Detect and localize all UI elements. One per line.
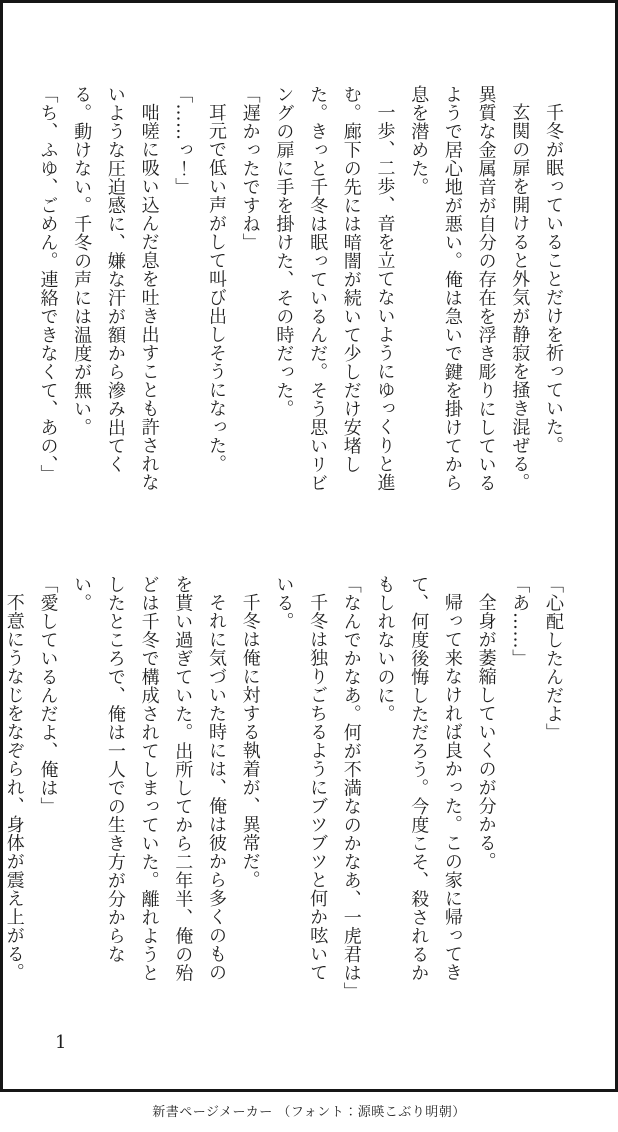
paragraph: 咄嗟に吸い込んだ息を吐き出すことも許されないような圧迫感に、嫌な汗が額から滲み出てくる。動けない。千冬の声には温度が無い。 [71,85,160,492]
paragraph: 「ち、ふゆ、ごめん。連絡できなくて、あの、」 [37,85,59,483]
footer-caption: 新書ページメーカー （フォント：源暎こぶり明朝） [152,1105,466,1120]
paragraph: 千冬は独りごちるようにブツブツと何か呟いている。 [273,575,329,982]
paragraph: 千冬が眠っていることだけを祈っていた。 [543,103,564,455]
paragraph: それに気づいた時には、俺は彼から多くのものを貰い過ぎていた。出所してから二年半、俺の殆どは千冬で構成されてしまっていた。離れようとしたところで、俺は一人での生き方が分からない。 [71,575,227,982]
page-number: 1 [55,1032,67,1053]
paragraph: 「心配したんだよ」 [543,575,564,742]
paragraph: 「あ……」 [509,575,531,668]
paragraph: 「愛しているんだよ、俺は」 [37,575,59,816]
paragraph: 千冬は俺に対する執着が、異常だ。 [239,593,261,889]
paragraph: 一歩、二歩、音を立てないようにゆっくりと進む。廊下の先には暗闇が続いて少しだけ安堵した。きっと千冬は眠っているんだ。そう思いリビングの扉に手を掛けた、その時だった。 [273,85,396,492]
paragraph: 帰って来なければ良かった。この家に帰ってきて、何度後悔しただろう。今度こそ、殺されるかもしれないのに。 [374,575,463,982]
paragraph: 全身が萎縮していくのが分かる。 [475,593,497,871]
paragraph: 玄関の扉を開けると外気が静寂を掻き混ぜる。異質な金属音が自分の存在を浮き彫りにしているようで居心地が悪い。俺は急いで鍵を掛けてから息を潜めた。 [408,85,531,492]
paragraph: 「……っ！」 [172,85,194,196]
paragraph: 「なんでかなあ。何が不満なのかなあ、一虎君は」 [340,575,362,1001]
text-section-bottom [3,575,570,1001]
paragraph: 耳元で低い声がして叫び出しそうになった。 [205,103,227,473]
text-section-top [23,85,570,504]
paragraph: 「遅かったですね」 [239,85,261,252]
paragraph: 不意にうなじをなぞられ、身体が震え上がる。 [3,593,25,982]
